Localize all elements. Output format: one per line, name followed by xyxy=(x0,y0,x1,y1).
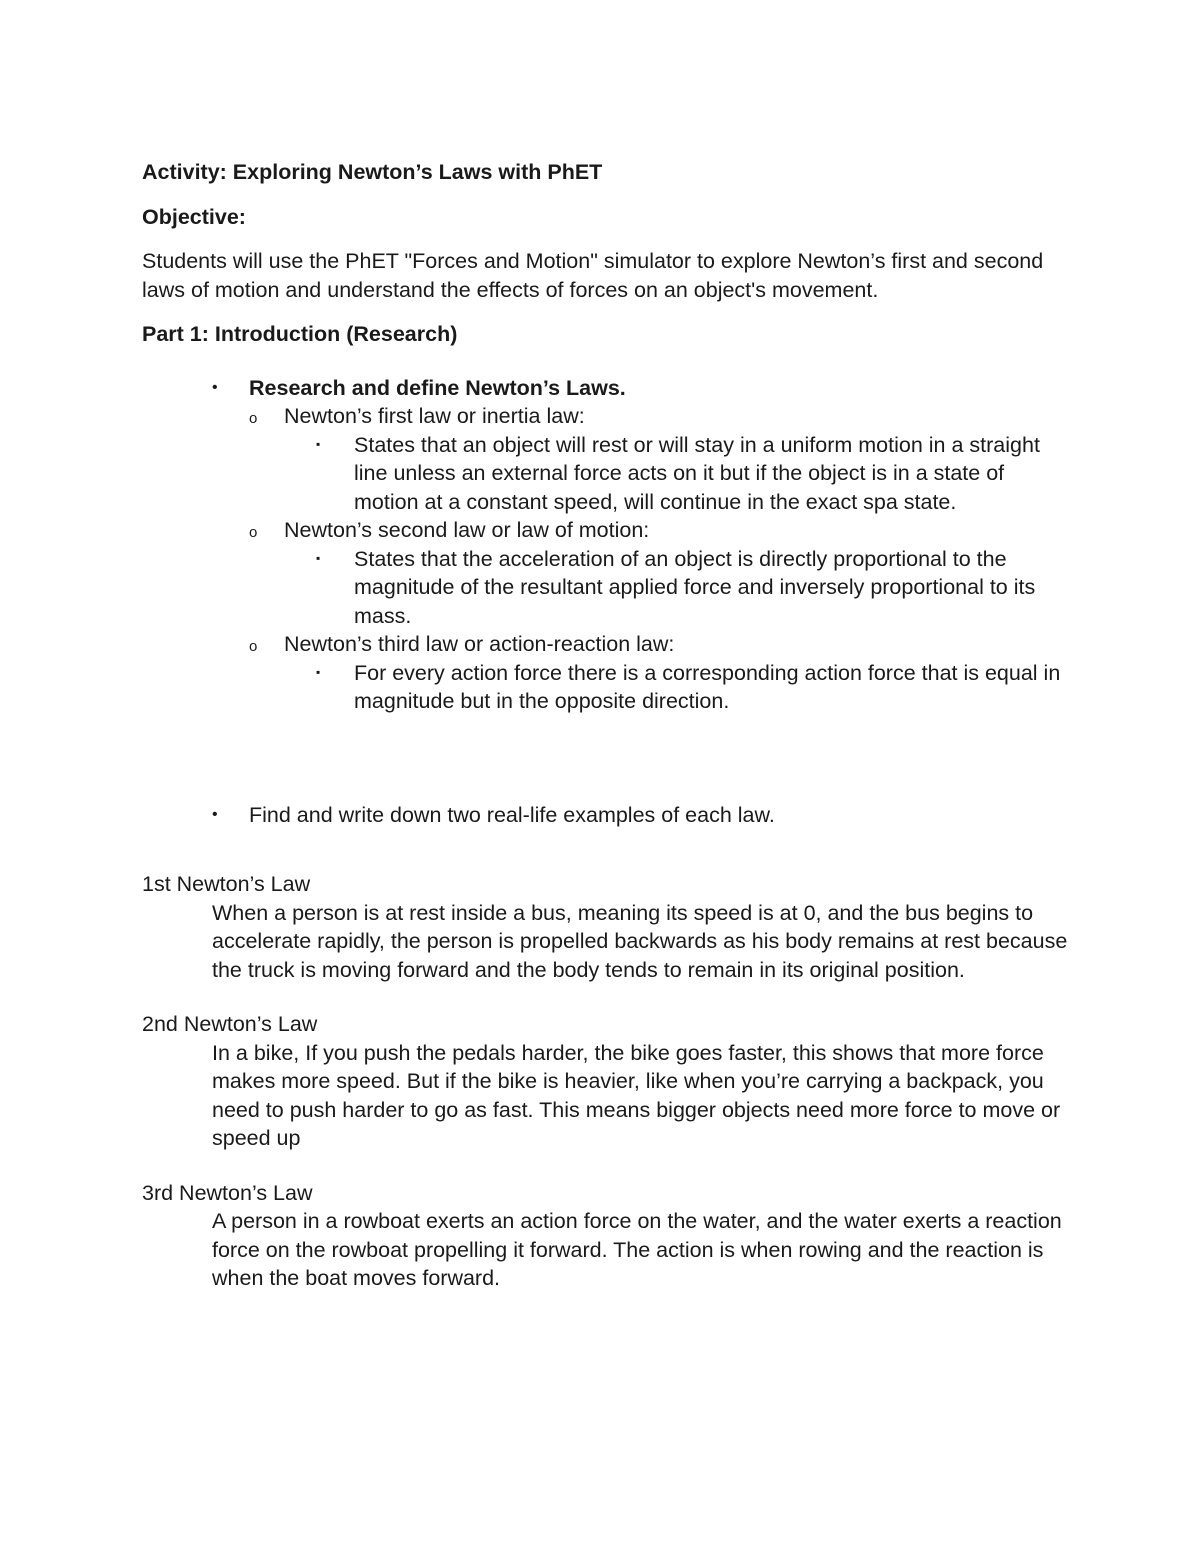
section-spacer xyxy=(142,829,1072,870)
example-text: A person in a rowboat exerts an action force on the water, and the water exerts a reaction force on the rowboat propelling it forward. The action is when rowing and the reaction is when the boat moves forward. xyxy=(212,1209,1062,1290)
example-text: In a bike, If you push the pedals harder, the bike goes faster, this shows that more force makes more speed. But if the bike is heavier, like when you’re carrying a backpack, you need to push harder to go as fast. This means bigger objects need more force to move or speed up xyxy=(212,1040,1061,1150)
examples-item xyxy=(142,801,1072,830)
law-definition: States that the acceleration of an object is directly proportional to the magnitude of the resultant applied force and inversely proportional to its mass. xyxy=(354,546,1036,628)
example-title: 3rd Newton’s Law xyxy=(142,1180,313,1205)
bullet-icon: • xyxy=(212,378,218,396)
law-definition-list xyxy=(284,659,1072,716)
research-list xyxy=(142,374,1072,830)
laws-list xyxy=(249,402,1072,716)
sub-bullet-icon: o xyxy=(249,524,258,541)
law-definition-item xyxy=(284,659,1072,716)
square-bullet-icon: ▪ xyxy=(316,664,321,679)
example-first-law xyxy=(142,870,1072,984)
law-item-second xyxy=(249,516,1072,630)
law-definition-list xyxy=(284,545,1072,631)
sub-bullet-icon: o xyxy=(249,410,258,427)
document-title: Activity: Exploring Newton’s Laws with PhET xyxy=(142,160,603,184)
example-title: 2nd Newton’s Law xyxy=(142,1012,318,1036)
law-definition: For every action force there is a corresponding action force that is equal in magnitude but in the opposite direction. xyxy=(354,660,1061,713)
example-text: When a person is at rest inside a bus, meaning its speed is at 0, and the bus begins to accelerate rapidly, the person is propelled backwards as his body remains at rest because the truck is moving forward and the body tends to remain in its original position. xyxy=(212,900,1068,982)
research-item-label: Research and define Newton’s Laws. xyxy=(249,375,626,400)
example-second-law xyxy=(142,1010,1072,1153)
law-definition-list xyxy=(284,431,1072,517)
objective-label: Objective: xyxy=(142,204,246,229)
bullet-icon: • xyxy=(212,805,218,823)
law-name: Newton’s first law or inertia law: xyxy=(284,404,585,428)
example-title: 1st Newton’s Law xyxy=(142,872,311,896)
law-item-first xyxy=(249,402,1072,516)
square-bullet-icon: ▪ xyxy=(316,550,321,565)
law-name: Newton’s third law or action-reaction law: xyxy=(284,632,675,656)
law-definition-item xyxy=(284,545,1072,631)
square-bullet-icon: ▪ xyxy=(316,436,321,451)
part1-heading: Part 1: Introduction (Research) xyxy=(142,322,458,346)
research-item xyxy=(142,374,1072,716)
law-item-third xyxy=(249,630,1072,716)
law-definition-item xyxy=(284,431,1072,517)
document-content xyxy=(142,158,1072,1319)
list-spacer xyxy=(142,716,1072,801)
example-third-law xyxy=(142,1179,1072,1293)
examples-item-label: Find and write down two real-life examples of each law. xyxy=(249,802,775,827)
law-name: Newton’s second law or law of motion: xyxy=(284,518,650,542)
law-definition: States that an object will rest or will stay in a uniform motion in a straight line unless an external force acts on it but if the object is in a state of motion at a constant speed, will continue in the exact spa state. xyxy=(354,432,1040,514)
sub-bullet-icon: o xyxy=(249,638,258,655)
objective-text: Students will use the PhET "Forces and Motion" simulator to explore Newton’s first and second laws of motion and understand the effects of forces on an object's movement. xyxy=(142,249,1044,302)
